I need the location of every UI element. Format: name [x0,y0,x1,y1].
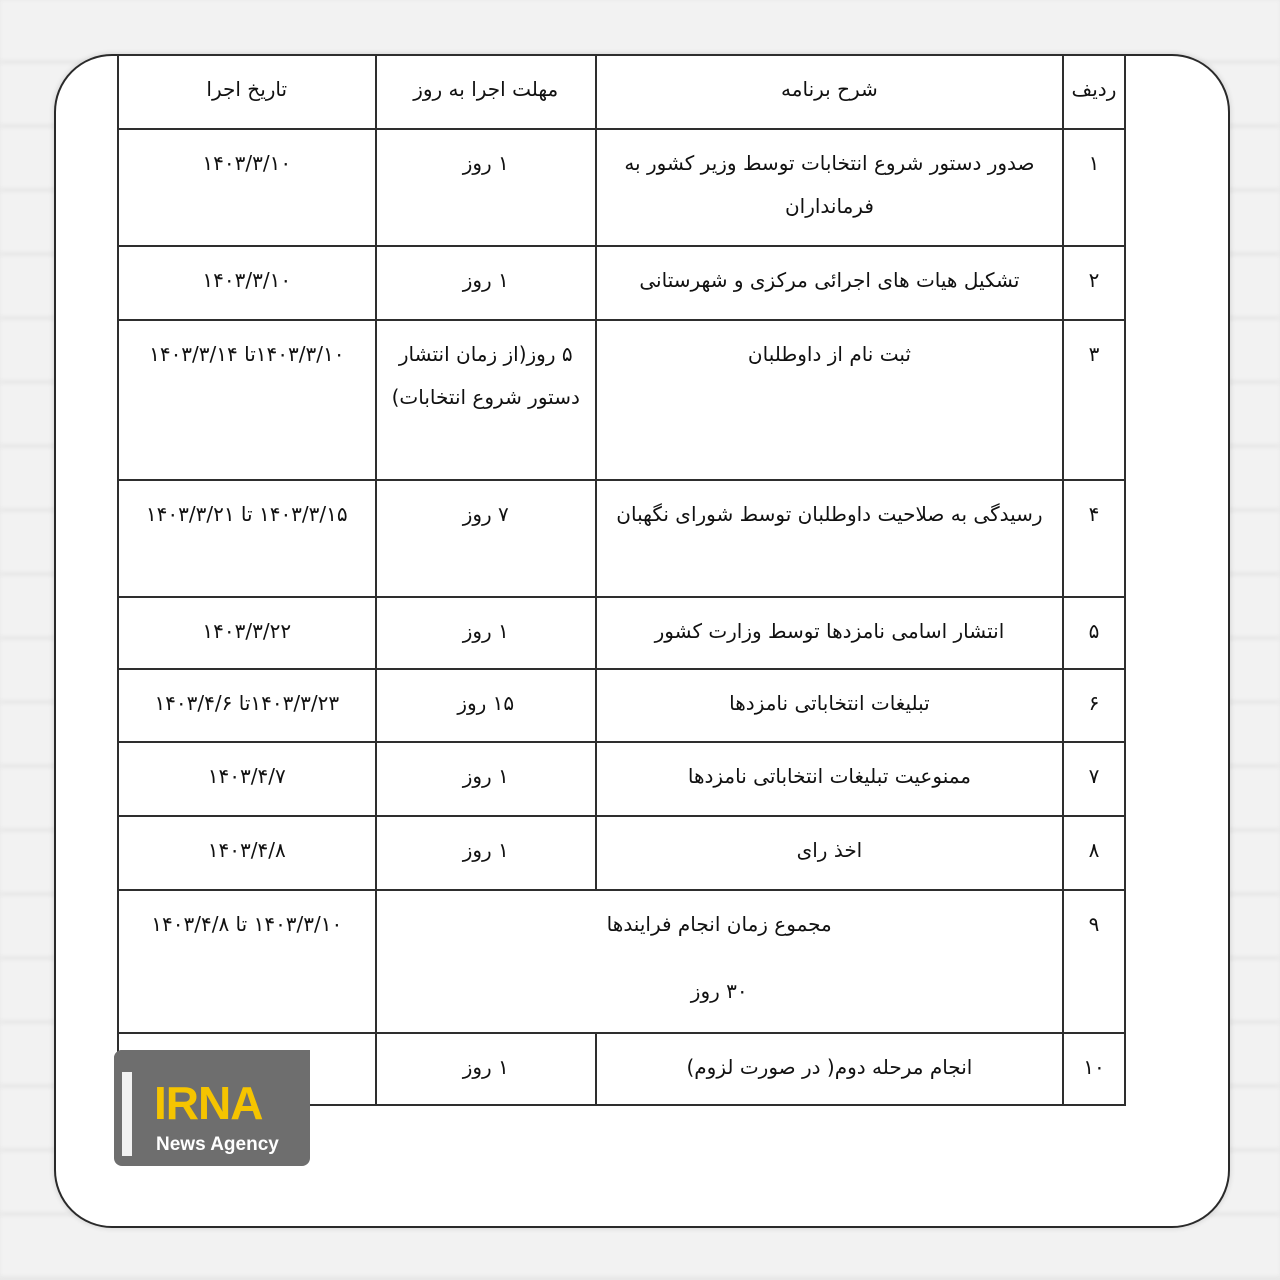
row-number: ۶ [1063,669,1125,742]
table-row [118,480,1125,597]
row-number: ۷ [1063,742,1125,816]
row-date: ۱۴۰۳/۳/۱۰تا ۱۴۰۳/۳/۱۴ [118,320,376,480]
logo-bar [122,1072,132,1156]
row-date: ۱۴۰۳/۳/۲۲ [118,597,376,669]
row-description: صدور دستور شروع انتخابات توسط وزیر کشور به فرمانداران [596,129,1063,246]
row-number: ۵ [1063,597,1125,669]
row-duration: ۱ روز [376,597,596,669]
table-row [118,742,1125,816]
row-duration: ۱۵ روز [376,669,596,742]
header-row-number: ردیف [1063,55,1125,129]
row-number: ۱ [1063,129,1125,246]
total-cell [376,890,1063,1033]
row-description: تشکیل هیات های اجرائی مرکزی و شهرستانی [596,246,1063,320]
row-number: ۸ [1063,816,1125,890]
table-total-row [118,890,1125,1033]
row-duration: ۵ روز(از زمان انتشار دستور شروع انتخابات) [376,320,596,480]
row-duration: ۱ روز [376,816,596,890]
table-row [118,320,1125,480]
irna-logo [114,1050,310,1166]
row-duration: ۱ روز [376,246,596,320]
row-date: ۱۴۰۳/۳/۱۰ [118,129,376,246]
row-duration: ۷ روز [376,480,596,597]
table-header-row [118,55,1125,129]
row-description: انجام مرحله دوم( در صورت لزوم) [596,1033,1063,1105]
row-number: ۱۰ [1063,1033,1125,1105]
row-duration: ۱ روز [376,129,596,246]
row-duration: ۱ روز [376,742,596,816]
logo-brand-text: IRNA [154,1077,263,1129]
row-date: ۱۴۰۳/۴/۸ [118,816,376,890]
row-date: ۱۴۰۳/۴/۷ [118,742,376,816]
total-value: ۳۰ روز [690,979,748,1003]
row-duration: ۱ روز [376,1033,596,1105]
header-description: شرح برنامه [596,55,1063,129]
row-date: ۱۴۰۳/۳/۱۵ تا ۱۴۰۳/۳/۲۱ [118,480,376,597]
header-duration: مهلت اجرا به روز [376,55,596,129]
header-date: تاریخ اجرا [118,55,376,129]
row-date: ۱۴۰۳/۳/۱۰ [118,246,376,320]
table-row [118,669,1125,742]
logo-subtitle: News Agency [156,1134,279,1155]
row-description: ثبت نام از داوطلبان [596,320,1063,480]
row-date: ۱۴۰۳/۳/۱۰ تا ۱۴۰۳/۴/۸ [118,890,376,1033]
table-row [118,246,1125,320]
row-number: ۴ [1063,480,1125,597]
row-date: ۱۴۰۳/۳/۲۳تا ۱۴۰۳/۴/۶ [118,669,376,742]
row-description: ممنوعیت تبلیغات انتخاباتی نامزدها [596,742,1063,816]
row-number: ۳ [1063,320,1125,480]
row-number: ۲ [1063,246,1125,320]
row-description: رسیدگی به صلاحیت داوطلبان توسط شورای نگهبان [596,480,1063,597]
table-row [118,816,1125,890]
table-row [118,129,1125,246]
table-row [118,597,1125,669]
total-label: مجموع زمان انجام فرایندها [606,912,832,936]
logo-notch [114,1050,136,1072]
row-description: اخذ رای [596,816,1063,890]
row-description: انتشار اسامی نامزدها توسط وزارت کشور [596,597,1063,669]
election-schedule-table [117,54,1126,1106]
row-description: تبلیغات انتخاباتی نامزدها [596,669,1063,742]
row-number: ۹ [1063,890,1125,1033]
